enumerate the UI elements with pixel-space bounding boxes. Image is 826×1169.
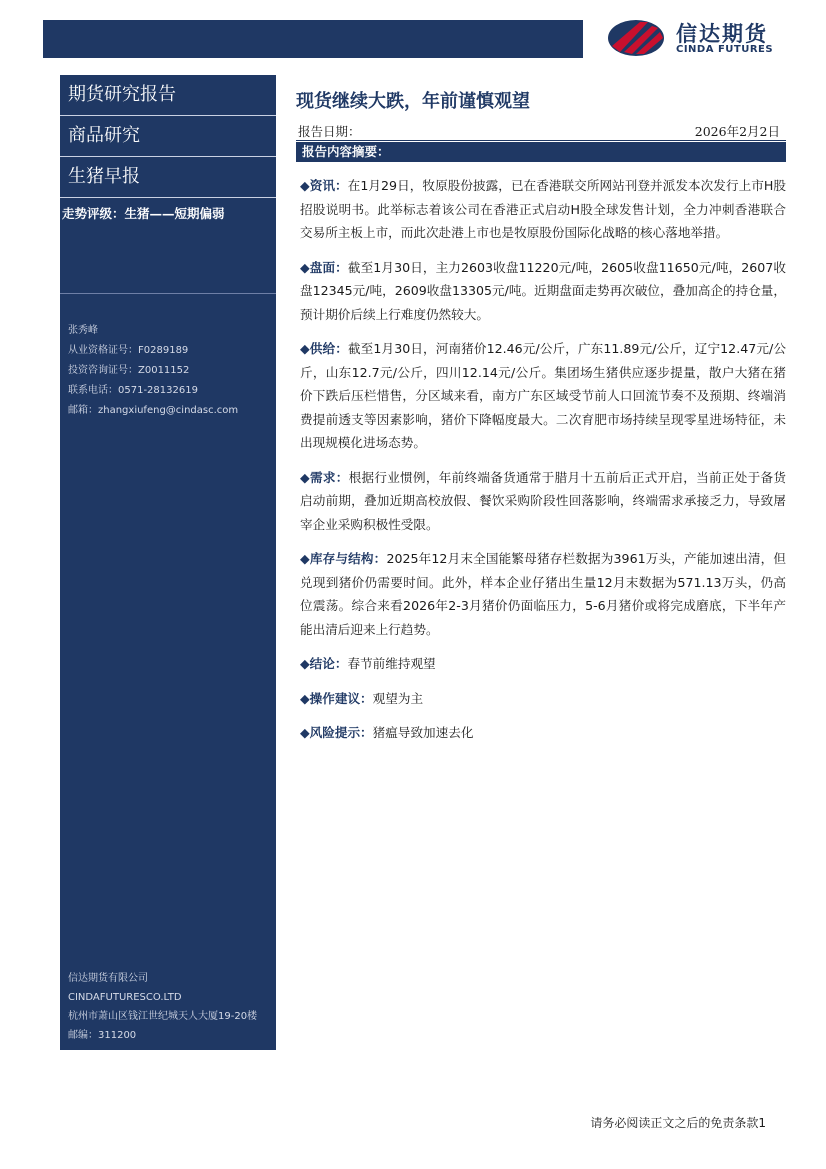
company-name: 信达期货有限公司 [68, 973, 148, 984]
section-text: 观望为主 [372, 690, 424, 706]
company-logo [604, 18, 794, 62]
section-label: ◆操作建议： [300, 690, 373, 706]
section-advice [300, 687, 786, 711]
report-date-label: 报告日期： [298, 124, 361, 139]
sidebar-category-commodity: 商品研究 [60, 116, 276, 157]
sidebar [60, 75, 276, 1050]
section-demand [300, 466, 786, 537]
analyst-phone: 联系电话：0571-28132619 [68, 385, 198, 396]
section-market [300, 256, 786, 327]
section-label: ◆供给： [300, 341, 348, 356]
section-text: 春节前维持观望 [347, 656, 436, 671]
analyst-info [68, 321, 238, 421]
report-title: 现货继续大跌，年前谨慎观望 [296, 91, 530, 112]
section-text: 2025年12月末全国能繁母猪存栏数据为3961万头，产能加速出清，但兑现到猪价仍需要时间。此外，样本企业仔猪出生量12月末数据为571.13万头，仍高位震荡。综合来看2026年2-3月猪价仍面临压力，5-6月猪价或将完成磨底，下半年产能出清后迎来上行趋势。 [300, 551, 786, 637]
analyst-license: 从业资格证号：F0289189 [68, 345, 189, 356]
section-text: 在1月29日，牧原股份披露，已在香港联交所网站刊登并派发本次发行上市H股招股说明书。此举标志着该公司在香港正式启动H股全球发售计划，全力冲刺香港联合交易所主板上市，而此次赴港上市也是牧原股份国际化战略的核心落地举措。 [300, 178, 786, 240]
section-news [300, 174, 786, 245]
sidebar-category-report: 期货研究报告 [60, 75, 276, 116]
analyst-advisory: 投资咨询证号：Z0011152 [68, 365, 190, 376]
logo-text-en: CINDA FUTURES [676, 44, 774, 55]
section-inventory [300, 547, 786, 641]
footer-disclaimer: 请务必阅读正文之后的免责条款1 [590, 1116, 766, 1130]
section-text: 猪瘟导致加速去化 [372, 725, 474, 740]
analyst-name: 张秀峰 [68, 325, 98, 336]
summary-header-text: 报告内容摘要： [302, 144, 390, 159]
summary-header [296, 142, 786, 162]
section-label: ◆需求： [300, 469, 349, 485]
company-address: 杭州市萧山区钱江世纪城天人大厦19-20楼 [68, 1011, 258, 1022]
logo-mark-icon [606, 18, 666, 58]
company-postcode: 邮编：311200 [68, 1030, 137, 1041]
section-label: ◆资讯： [300, 178, 348, 193]
sidebar-category-hog: 生猪早报 [60, 157, 276, 198]
company-info [68, 969, 257, 1045]
section-label: ◆结论： [300, 656, 348, 671]
section-text: 截至1月30日，主力2603收盘11220元/吨，2605收盘11650元/吨，2607收盘12345元/吨，2609收盘13305元/吨。近期盘面走势再次破位，叠加高企的持仓量，预计期价后续上行难度仍然较大。 [300, 259, 786, 322]
section-text: 根据行业惯例，年前终端备货通常于腊月十五前后正式开启，当前正处于备货启动前期，叠加近期高校放假、餐饮采购阶段性回落影响，终端需求承接乏力，导致屠宰企业采购积极性受限。 [300, 469, 787, 532]
trend-rating: 走势评级：生猪——短期偏弱 [62, 206, 225, 221]
top-banner [43, 20, 583, 58]
section-risk [300, 721, 786, 745]
section-label: ◆库存与结构： [300, 551, 387, 566]
analyst-email: 邮箱：zhangxiufeng@cindasc.com [68, 405, 239, 416]
summary-content [300, 174, 786, 756]
company-site: CINDAFUTURESCO.LTD [68, 992, 182, 1003]
section-text: 截至1月30日，河南猪价12.46元/公斤，广东11.89元/公斤，辽宁12.47元/公斤，山东12.7元/公斤，四川12.14元/公斤。集团场生猪供应逐步提量，散户大猪在猪价下跌后压栏惜售，分区域来看，南方广东区域受节前人口回流节奏不及预期、终端消费提前透支等因素影响，猪价下降幅度最大。二次育肥市场持续呈现零星进场特征，未出现规模化进场态势。 [300, 341, 786, 450]
section-supply [300, 337, 786, 455]
section-label: ◆风险提示： [300, 725, 373, 740]
section-label: ◆盘面： [300, 259, 348, 275]
report-date: 2026年2月2日 [694, 124, 780, 139]
report-date-row [296, 118, 786, 141]
sidebar-divider [60, 293, 276, 294]
section-conclusion [300, 652, 786, 676]
logo-text-cn: 信达期货 [676, 22, 768, 46]
